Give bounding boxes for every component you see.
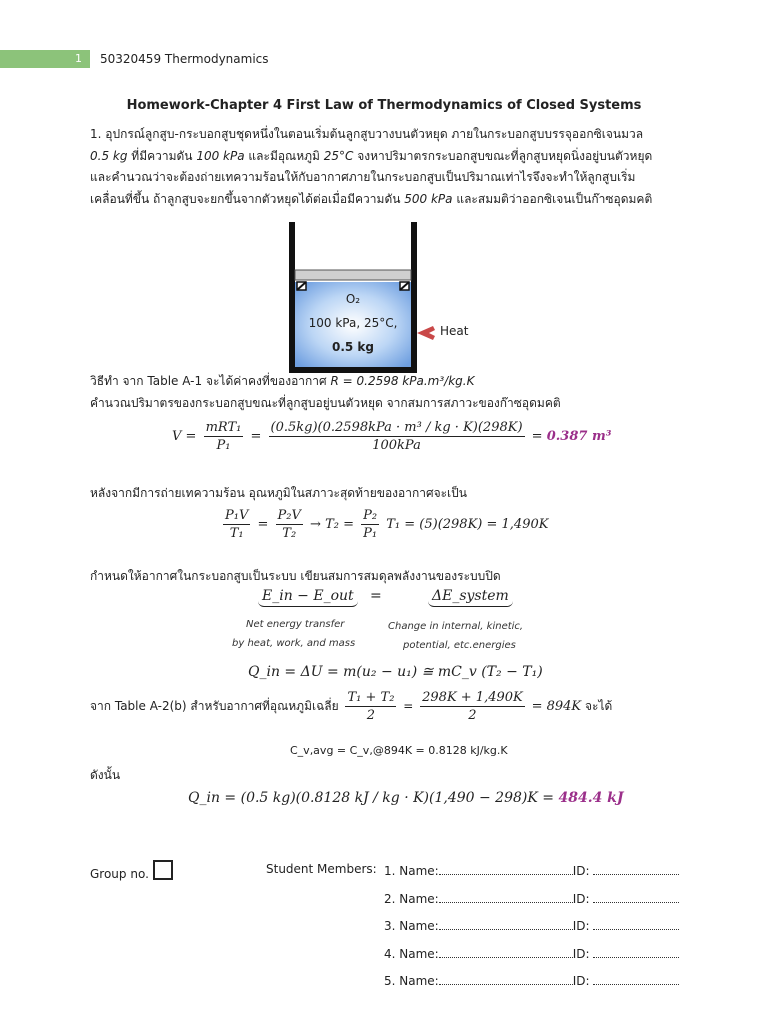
group-number: Group no. (90, 860, 173, 881)
member-id-field[interactable] (593, 917, 679, 930)
specific-heat-line: C_v,avg = C_v,@894K = 0.8128 kJ/kg.K (290, 744, 508, 757)
member-name-field[interactable] (439, 890, 573, 903)
member-row: 3. Name: ID: (384, 917, 684, 945)
member-row: 4. Name: ID: (384, 945, 684, 973)
member-id-field[interactable] (593, 862, 679, 875)
energy-balance-right: ΔE_system (428, 588, 513, 604)
member-name-field[interactable] (439, 862, 573, 875)
solution-line-3: หลังจากมีการถ่ายเทความร้อน อุณหภูมิในสภาวะสุดท้ายของอากาศจะเป็น (90, 486, 467, 500)
state-label-2: 0.5 kg (331, 340, 374, 354)
group-number-box[interactable] (153, 860, 173, 880)
piston-cylinder-figure (285, 222, 485, 374)
member-id-field[interactable] (593, 890, 679, 903)
volume-result: 0.387 m³ (546, 429, 612, 444)
gas-label: O₂ (345, 292, 361, 306)
problem-statement (90, 124, 690, 210)
heat-label: Heat (440, 324, 469, 338)
solution-line-1: วิธีทำ จาก Table A-1 จะได้ค่าคงที่ของอากาศ R = 0.2598 kPa.m³/kg.K (90, 374, 475, 388)
energy-note-left-2: by heat, work, and mass (232, 638, 356, 649)
problem-line-1: 1. อุปกรณ์ลูกสูบ-กระบอกสูบชุดหนึ่งในตอนเริ่มต้นลูกสูบวางบนตัวหยุด ภายในกระบอกสูบบรรจุออกซิเจนมวล (90, 127, 644, 141)
problem-line-4: เคลื่อนที่ขึ้น ถ้าลูกสูบจะยกขึ้นจากตัวหยุดได้ต่อเมื่อมีความดัน 500 kPa และสมมติว่าออกซิเจนเป็นก๊าซอุดมคติ (90, 191, 653, 206)
energy-note-right-2: potential, etc.energies (403, 640, 516, 651)
equation-volume: V = $\frac{\text{mRT₁}}{\text{P₁}}$ = $\frac{\text{(0.5kg)(0.2598kPa · m³ / kg · K)(298K)}}{\text{100kPa}}$ = 0.387 m³ (172, 420, 612, 453)
page-number: 1 (0, 50, 90, 68)
energy-note-left-1: Net energy transfer (246, 619, 345, 630)
solution-line-4: กำหนดให้อากาศในกระบอกสูบเป็นระบบ เขียนสมการสมดุลพลังงานของระบบปิด (90, 569, 501, 583)
energy-note-right-1: Change in internal, kinetic, (388, 621, 524, 632)
member-id-field[interactable] (593, 945, 679, 958)
energy-balance-left: E_in − E_out (258, 588, 358, 604)
member-id-field[interactable] (593, 972, 679, 985)
solution-line-2: คำนวณปริมาตรของกระบอกสูบขณะที่ลูกสูบอยู่บนตัวหยุด จากสมการสภาวะของก๊าซอุดมคติ (90, 396, 561, 410)
student-members-label: Student Members: (266, 862, 377, 876)
document-title: Homework-Chapter 4 First Law of Thermodynamics of Closed Systems (126, 98, 642, 113)
equation-heat-internal-energy: Q_in = ΔU = m(u₂ − u₁) ≅ mC_v (T₂ − T₁) (248, 664, 543, 680)
equation-heat-result: Q_in = (0.5 kg)(0.8128 kJ / kg · K)(1,490 − 298)K = 484.4 kJ (188, 790, 624, 806)
energy-balance-equals: = (370, 588, 382, 604)
member-name-field[interactable] (439, 972, 573, 985)
solution-line-5: จาก Table A-2(b) สำหรับอากาศที่อุณหภูมิเฉลี่ย $\frac{\text{T₁ + T₂}}{2}$ = $\frac{298K + 1,490K}{2}$ = 894K จะได้ (90, 690, 613, 723)
member-name-field[interactable] (439, 917, 573, 930)
problem-line-2: 0.5 kg ที่มีความดัน 100 kPa และมีอุณหภูมิ 25°C จงหาปริมาตรกระบอกสูบขณะที่ลูกสูบหยุดนิ่งอยู่บนตัวหยุด (90, 148, 653, 163)
solution-line-6: ดังนั้น (90, 768, 121, 782)
student-member-list (384, 862, 684, 1000)
member-name-field[interactable] (439, 945, 573, 958)
state-label-1: 100 kPa, 25°C, (308, 316, 398, 330)
member-row: 2. Name: ID: (384, 890, 684, 918)
member-row: 1. Name: ID: (384, 862, 684, 890)
member-row: 5. Name: ID: (384, 972, 684, 1000)
problem-line-3: และคำนวณว่าจะต้องถ่ายเทความร้อนให้กับอากาศภายในกระบอกสูบเป็นปริมาณเท่าไรจึงจะทำให้ลูกสูบเริ่ม (90, 170, 636, 184)
course-title: 50320459 Thermodynamics (100, 52, 269, 66)
heat-result: 484.4 kJ (558, 790, 624, 806)
equation-temperature: $\frac{\text{P₁V}}{\text{T₁}}$ = $\frac{\text{P₂V}}{\text{T₂}}$ → T₂ = $\frac{\text{P₂}}{\text{P₁}}$ T₁ = (5)(298K) = 1,490K (225, 508, 549, 541)
